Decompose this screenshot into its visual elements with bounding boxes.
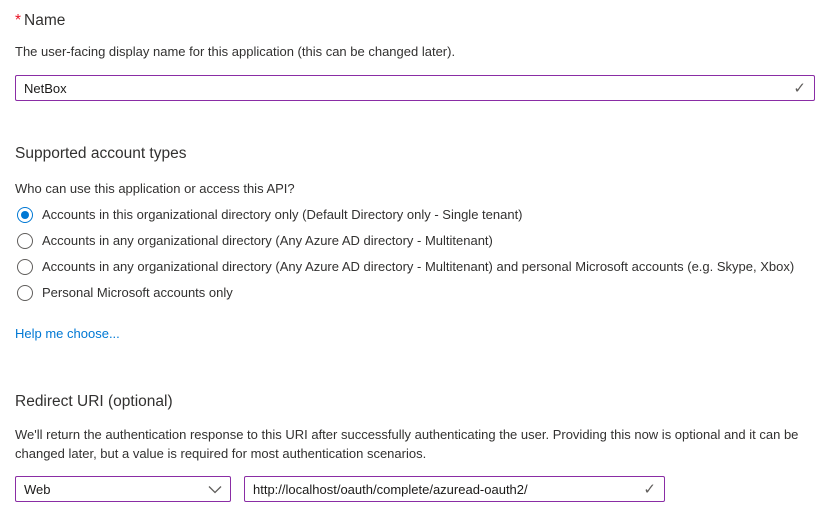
required-asterisk: * [15,12,22,29]
radio-single-tenant[interactable] [15,202,815,228]
redirect-uri-title: Redirect URI (optional) [15,393,173,410]
platform-select-value: Web [24,481,51,497]
radio-unselected-icon[interactable] [17,285,33,301]
redirect-uri-input[interactable] [253,482,637,497]
radio-unselected-icon[interactable] [17,259,33,275]
app-name-input[interactable] [24,81,787,96]
name-title-text: Name [24,12,66,29]
radio-selected-icon[interactable] [17,207,33,223]
help-me-choose-link[interactable]: Help me choose... [15,326,120,341]
valid-checkmark-icon: ✓ [643,480,656,498]
radio-personal-only[interactable] [15,280,815,306]
radio-label[interactable]: Accounts in any organizational directory (Any Azure AD directory - Multitenant) and personal Microsoft accounts (e.g. Skype, Xbox) [42,259,795,274]
app-name-field[interactable] [15,75,815,101]
redirect-uri-controls [15,476,815,502]
redirect-uri-description: We'll return the authentication response to this URI after successfully authenticating the user. Providing this now is optional and it can be changed later, but a value is required for most authentication scenarios. [15,427,799,461]
name-description: The user-facing display name for this application (this can be changed later). [15,44,456,59]
valid-checkmark-icon: ✓ [793,79,806,97]
radio-label[interactable]: Accounts in this organizational directory only (Default Directory only - Single tenant) [42,207,523,222]
radio-multitenant-personal[interactable] [15,254,815,280]
chevron-down-icon[interactable] [208,485,222,494]
radio-multitenant[interactable] [15,228,815,254]
account-types-question: Who can use this application or access this API? [15,181,295,196]
platform-select[interactable] [15,476,231,502]
account-types-radio-group [15,202,815,306]
account-types-title: Supported account types [15,145,187,162]
radio-label[interactable]: Accounts in any organizational directory (Any Azure AD directory - Multitenant) [42,233,493,248]
name-section-title [15,10,815,31]
radio-label[interactable]: Personal Microsoft accounts only [42,285,233,300]
redirect-uri-field[interactable] [244,476,665,502]
radio-unselected-icon[interactable] [17,233,33,249]
